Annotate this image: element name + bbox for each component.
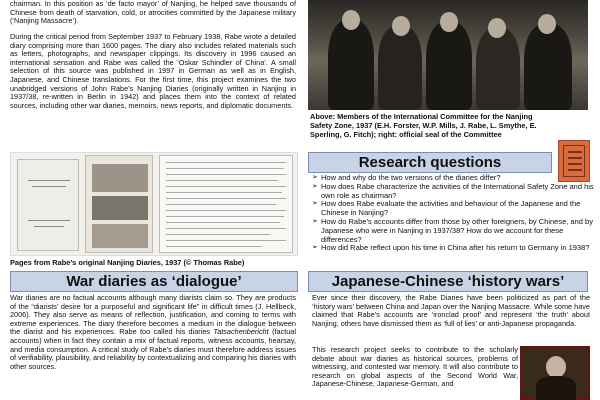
diary-pages-image — [10, 152, 298, 256]
list-item: ➢ How and why do the two versions of the diaries differ? — [312, 174, 596, 183]
intro-paragraph-diary: During the critical period from September 1937 to February 1938, Rabe wrote a detailed diary comprising more than 1600 pages. The diary also includes related materials such as letters, photographs, and newspaper clippings. Its discovery in 1996 caused an international sensation and Rabe was called the ‘Oskar Schindler of China’. A small selection of this source was published in 1997 in German as well as in English, Japanese, and Chinese translations. For the first time, this project examines the two unabridged versions of John Rabe’s Nanjing Diaries (originally written in Nanjing in 1937/38, re-written in Berlin in 1942) and places them into the context of related sources, including other war diaries, memoirs, news reports, and diplomatic documents. — [10, 32, 296, 110]
list-item: ➢ How do Rabe’s accounts differ from those by other foreigners, by Chinese, and by Japanese who were in Nanjing in 1937/38? How do we account for these differences? — [312, 218, 596, 244]
list-item: ➢ How does Rabe characterize the activities of the International Safety Zone and his own role as chairman? — [312, 183, 596, 201]
research-questions-title: Research questions — [358, 154, 502, 171]
diary-cover-left — [17, 159, 79, 251]
history-wars-title: Japanese-Chinese ‘history wars’ — [331, 273, 565, 290]
war-diaries-header — [10, 271, 298, 292]
research-questions-header — [308, 152, 552, 173]
diary-text-page — [159, 155, 293, 253]
history-wars-header — [308, 271, 588, 292]
history-wars-paragraph-2: This research project seeks to contribute to the scholarly debate about war diaries as historical sources, problems of witnessing, and contested war memory. It will also contribute to research on global aspects of the Second World War, Japanese-Chinese, Japanese-German, and — [312, 345, 518, 389]
war-diaries-title: War diaries as ‘dialogue’ — [66, 273, 242, 290]
war-diaries-paragraph: War diaries are no factual accounts although many diarists claim so. They are products of the “diarists’ desire for a purposeful and significant life” in difficult times (J. Hellbeck, 2006). They also serve as means of reflection, justification, and coming to terms with extreme experiences. The diary therefore becomes a medium in the dialogue between the diarist and his experiences. Rabe too called his diaries Tatsachenbericht (factual accounts) when in fact they contain a mix of factual reports, witness accounts, hearsay, and media consumption. A critical study of Rabe’s diaries must therefore address issues of verifiability, plausibility, and reliability by contextualizing and comparing his diaries with other sources. — [10, 293, 296, 371]
list-item: ➢ How does Rabe evaluate the activities and behaviour of the Japanese and the Chinese in Nanjing? — [312, 200, 596, 218]
history-wars-paragraph-1: Ever since their discovery, the Rabe Diaries have been politicized as part of the ‘history wars’ between China and Japan over the Nanjing Massacre. While some have claimed that Rabe’s accounts are ‘ironclad proof’ and represent ‘the truth’ about Nanjing, others have dismissed them as ‘full of lies’ or anti-Japanese propaganda. — [312, 293, 590, 328]
committee-photo-caption: Above: Members of the International Committee for the Nanjing Safety Zone, 1937 (E.H. Forster, W.P. Mills, J. Rabe, L. Smythe, E. Sperling, G. Fitch); right: official seal of the Committee — [310, 112, 537, 139]
diary-pages-caption: Pages from Rabe’s original Nanjing Diaries, 1937 (© Thomas Rabe) — [10, 258, 245, 267]
committee-photo — [308, 0, 588, 110]
intro-paragraph-top: chairman. In this position as ‘de facto mayor’ of Nanjing, he helped save thousands of Chinese from death of starvation, cold, or atrocities committed by the Japanese military (‘Nanjing Massacre’). — [10, 0, 296, 26]
rabe-portrait-image — [520, 346, 590, 400]
right-column — [308, 0, 600, 400]
research-questions-list — [308, 174, 600, 253]
list-item: ➢ How did Rabe reflect upon his time in China after his return to Germany in 1938? — [312, 244, 596, 253]
diary-photo-page — [85, 155, 153, 253]
